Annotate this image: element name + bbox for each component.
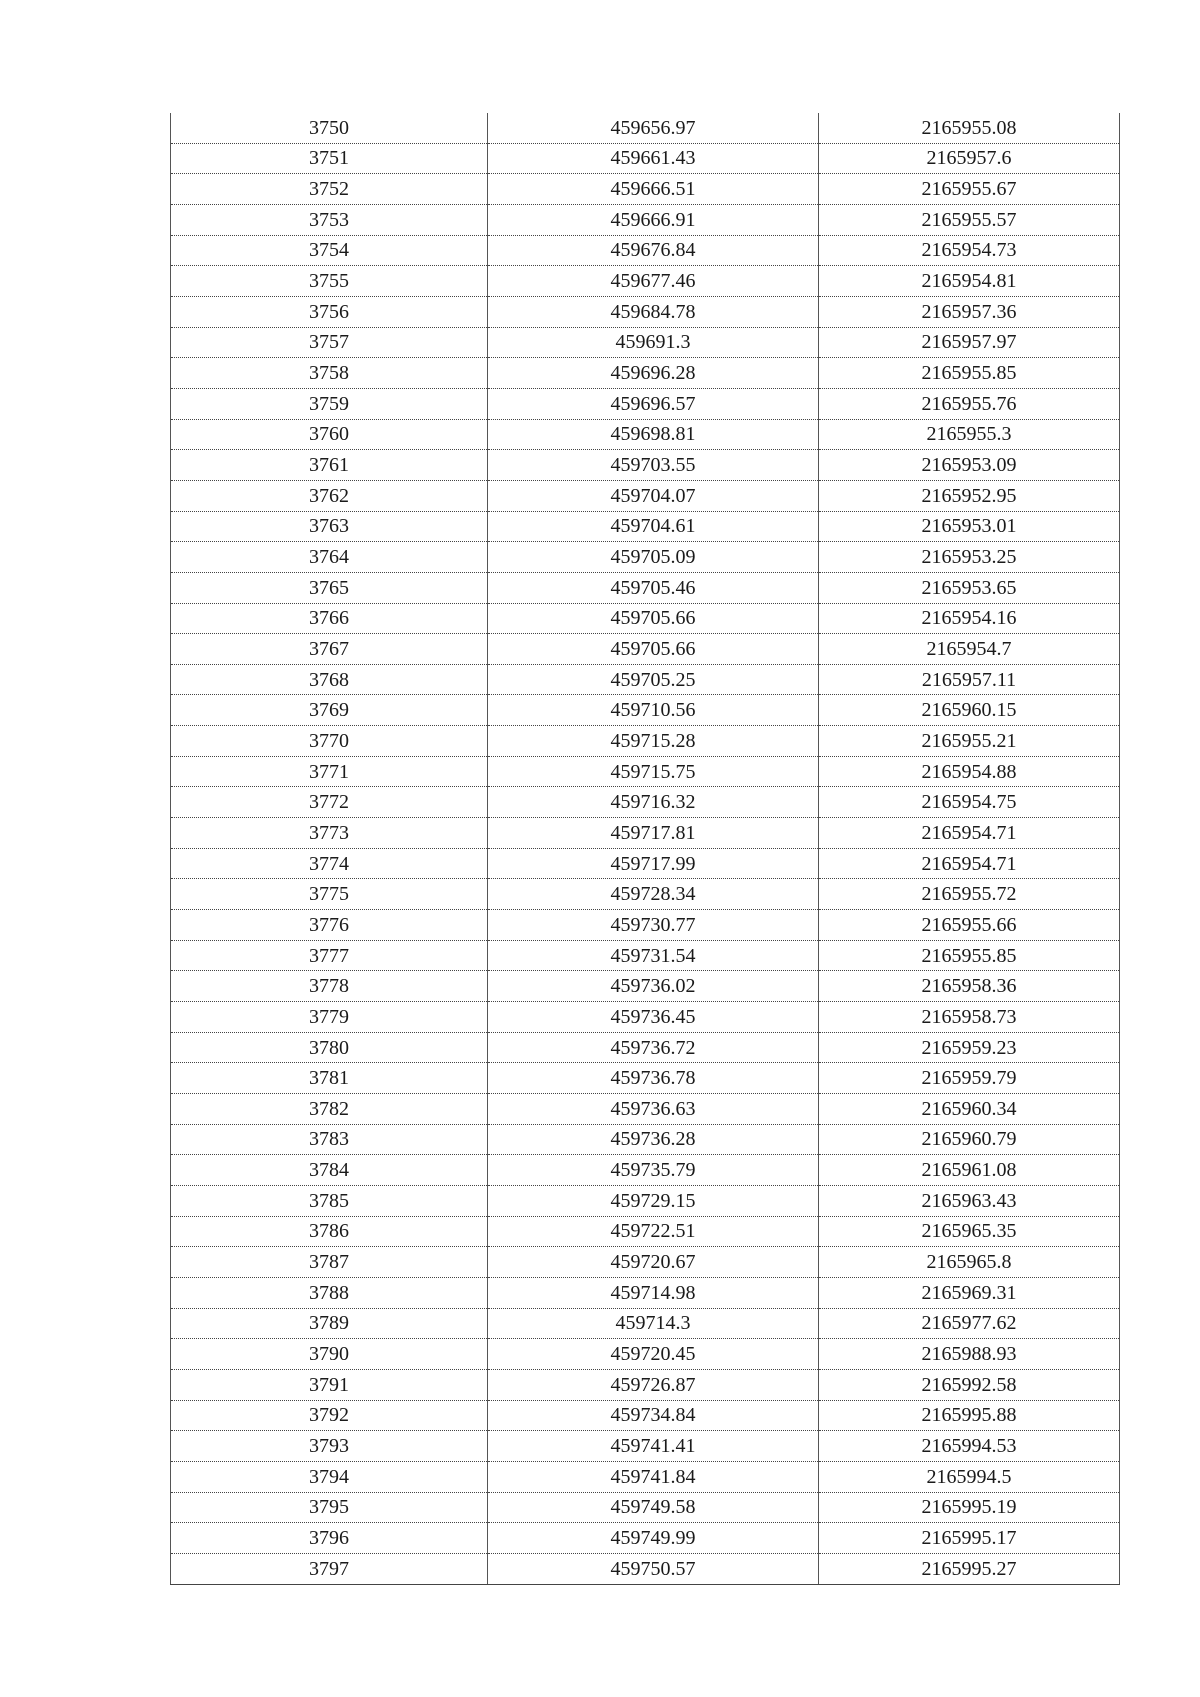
point-id-cell: 3753 (171, 204, 488, 235)
point-id-cell: 3761 (171, 450, 488, 481)
y-coordinate-cell: 2165955.85 (819, 940, 1120, 971)
point-id-cell: 3783 (171, 1124, 488, 1155)
point-id-cell: 3763 (171, 511, 488, 542)
table-row (171, 358, 1120, 389)
point-id-cell: 3751 (171, 143, 488, 174)
table-row (171, 388, 1120, 419)
y-coordinate-cell: 2165954.81 (819, 266, 1120, 297)
table-row (171, 572, 1120, 603)
x-coordinate-cell: 459714.3 (488, 1308, 819, 1339)
table-row (171, 450, 1120, 481)
y-coordinate-cell: 2165995.19 (819, 1492, 1120, 1523)
x-coordinate-cell: 459656.97 (488, 113, 819, 143)
table-row (171, 511, 1120, 542)
x-coordinate-cell: 459666.91 (488, 204, 819, 235)
point-id-cell: 3768 (171, 664, 488, 695)
point-id-cell: 3765 (171, 572, 488, 603)
x-coordinate-cell: 459726.87 (488, 1369, 819, 1400)
x-coordinate-cell: 459736.45 (488, 1002, 819, 1033)
point-id-cell: 3782 (171, 1094, 488, 1125)
point-id-cell: 3789 (171, 1308, 488, 1339)
y-coordinate-cell: 2165992.58 (819, 1369, 1120, 1400)
y-coordinate-cell: 2165959.79 (819, 1063, 1120, 1094)
y-coordinate-cell: 2165961.08 (819, 1155, 1120, 1186)
table-row (171, 1247, 1120, 1278)
table-row (171, 603, 1120, 634)
point-id-cell: 3757 (171, 327, 488, 358)
point-id-cell: 3759 (171, 388, 488, 419)
x-coordinate-cell: 459736.72 (488, 1032, 819, 1063)
point-id-cell: 3769 (171, 695, 488, 726)
point-id-cell: 3750 (171, 113, 488, 143)
y-coordinate-cell: 2165954.73 (819, 235, 1120, 266)
table-row (171, 726, 1120, 757)
x-coordinate-cell: 459696.57 (488, 388, 819, 419)
x-coordinate-cell: 459736.02 (488, 971, 819, 1002)
table-row (171, 848, 1120, 879)
table-row (171, 1185, 1120, 1216)
x-coordinate-cell: 459684.78 (488, 296, 819, 327)
y-coordinate-cell: 2165957.11 (819, 664, 1120, 695)
point-id-cell: 3777 (171, 940, 488, 971)
y-coordinate-cell: 2165954.71 (819, 848, 1120, 879)
table-row (171, 1094, 1120, 1125)
point-id-cell: 3755 (171, 266, 488, 297)
table-row (171, 695, 1120, 726)
y-coordinate-cell: 2165995.88 (819, 1400, 1120, 1431)
coordinates-table (170, 113, 1120, 1585)
point-id-cell: 3767 (171, 634, 488, 665)
point-id-cell: 3785 (171, 1185, 488, 1216)
x-coordinate-cell: 459730.77 (488, 910, 819, 941)
point-id-cell: 3786 (171, 1216, 488, 1247)
point-id-cell: 3766 (171, 603, 488, 634)
table-row (171, 480, 1120, 511)
point-id-cell: 3794 (171, 1461, 488, 1492)
x-coordinate-cell: 459720.67 (488, 1247, 819, 1278)
y-coordinate-cell: 2165952.95 (819, 480, 1120, 511)
x-coordinate-cell: 459736.78 (488, 1063, 819, 1094)
y-coordinate-cell: 2165988.93 (819, 1339, 1120, 1370)
table-row (171, 1155, 1120, 1186)
table-row (171, 204, 1120, 235)
x-coordinate-cell: 459661.43 (488, 143, 819, 174)
y-coordinate-cell: 2165954.7 (819, 634, 1120, 665)
y-coordinate-cell: 2165954.16 (819, 603, 1120, 634)
x-coordinate-cell: 459749.99 (488, 1523, 819, 1554)
x-coordinate-cell: 459722.51 (488, 1216, 819, 1247)
x-coordinate-cell: 459710.56 (488, 695, 819, 726)
table-row (171, 542, 1120, 573)
y-coordinate-cell: 2165954.88 (819, 756, 1120, 787)
table-row (171, 1461, 1120, 1492)
y-coordinate-cell: 2165995.27 (819, 1553, 1120, 1584)
point-id-cell: 3779 (171, 1002, 488, 1033)
table-row (171, 419, 1120, 450)
x-coordinate-cell: 459720.45 (488, 1339, 819, 1370)
x-coordinate-cell: 459714.98 (488, 1277, 819, 1308)
x-coordinate-cell: 459729.15 (488, 1185, 819, 1216)
x-coordinate-cell: 459741.41 (488, 1431, 819, 1462)
point-id-cell: 3792 (171, 1400, 488, 1431)
table-row (171, 1400, 1120, 1431)
point-id-cell: 3797 (171, 1553, 488, 1584)
point-id-cell: 3762 (171, 480, 488, 511)
x-coordinate-cell: 459705.66 (488, 603, 819, 634)
x-coordinate-cell: 459736.63 (488, 1094, 819, 1125)
x-coordinate-cell: 459704.07 (488, 480, 819, 511)
x-coordinate-cell: 459696.28 (488, 358, 819, 389)
x-coordinate-cell: 459749.58 (488, 1492, 819, 1523)
y-coordinate-cell: 2165994.5 (819, 1461, 1120, 1492)
table-row (171, 1063, 1120, 1094)
point-id-cell: 3776 (171, 910, 488, 941)
x-coordinate-cell: 459698.81 (488, 419, 819, 450)
table-row (171, 1553, 1120, 1584)
table-row (171, 756, 1120, 787)
y-coordinate-cell: 2165960.34 (819, 1094, 1120, 1125)
table-row (171, 634, 1120, 665)
x-coordinate-cell: 459717.81 (488, 818, 819, 849)
table-row (171, 1308, 1120, 1339)
point-id-cell: 3787 (171, 1247, 488, 1278)
point-id-cell: 3790 (171, 1339, 488, 1370)
y-coordinate-cell: 2165955.72 (819, 879, 1120, 910)
table-row (171, 1216, 1120, 1247)
y-coordinate-cell: 2165953.25 (819, 542, 1120, 573)
point-id-cell: 3756 (171, 296, 488, 327)
point-id-cell: 3754 (171, 235, 488, 266)
point-id-cell: 3775 (171, 879, 488, 910)
x-coordinate-cell: 459716.32 (488, 787, 819, 818)
x-coordinate-cell: 459704.61 (488, 511, 819, 542)
table-row (171, 1032, 1120, 1063)
point-id-cell: 3793 (171, 1431, 488, 1462)
x-coordinate-cell: 459741.84 (488, 1461, 819, 1492)
y-coordinate-cell: 2165960.79 (819, 1124, 1120, 1155)
point-id-cell: 3795 (171, 1492, 488, 1523)
y-coordinate-cell: 2165957.6 (819, 143, 1120, 174)
x-coordinate-cell: 459705.09 (488, 542, 819, 573)
point-id-cell: 3781 (171, 1063, 488, 1094)
point-id-cell: 3760 (171, 419, 488, 450)
y-coordinate-cell: 2165958.73 (819, 1002, 1120, 1033)
point-id-cell: 3752 (171, 174, 488, 205)
table-row (171, 1492, 1120, 1523)
x-coordinate-cell: 459717.99 (488, 848, 819, 879)
x-coordinate-cell: 459735.79 (488, 1155, 819, 1186)
table-row (171, 174, 1120, 205)
y-coordinate-cell: 2165955.57 (819, 204, 1120, 235)
y-coordinate-cell: 2165965.8 (819, 1247, 1120, 1278)
point-id-cell: 3771 (171, 756, 488, 787)
table-row (171, 971, 1120, 1002)
y-coordinate-cell: 2165960.15 (819, 695, 1120, 726)
y-coordinate-cell: 2165953.09 (819, 450, 1120, 481)
table-row (171, 787, 1120, 818)
y-coordinate-cell: 2165954.71 (819, 818, 1120, 849)
point-id-cell: 3770 (171, 726, 488, 757)
x-coordinate-cell: 459676.84 (488, 235, 819, 266)
table-row (171, 1277, 1120, 1308)
y-coordinate-cell: 2165957.36 (819, 296, 1120, 327)
table-row (171, 940, 1120, 971)
y-coordinate-cell: 2165954.75 (819, 787, 1120, 818)
x-coordinate-cell: 459728.34 (488, 879, 819, 910)
table-row (171, 664, 1120, 695)
y-coordinate-cell: 2165977.62 (819, 1308, 1120, 1339)
y-coordinate-cell: 2165963.43 (819, 1185, 1120, 1216)
y-coordinate-cell: 2165953.01 (819, 511, 1120, 542)
table-row (171, 1523, 1120, 1554)
y-coordinate-cell: 2165955.85 (819, 358, 1120, 389)
y-coordinate-cell: 2165959.23 (819, 1032, 1120, 1063)
point-id-cell: 3772 (171, 787, 488, 818)
table-row (171, 879, 1120, 910)
point-id-cell: 3780 (171, 1032, 488, 1063)
table-row (171, 1339, 1120, 1370)
y-coordinate-cell: 2165955.21 (819, 726, 1120, 757)
point-id-cell: 3778 (171, 971, 488, 1002)
x-coordinate-cell: 459703.55 (488, 450, 819, 481)
point-id-cell: 3788 (171, 1277, 488, 1308)
x-coordinate-cell: 459731.54 (488, 940, 819, 971)
x-coordinate-cell: 459705.25 (488, 664, 819, 695)
y-coordinate-cell: 2165965.35 (819, 1216, 1120, 1247)
y-coordinate-cell: 2165958.36 (819, 971, 1120, 1002)
table-row (171, 113, 1120, 143)
y-coordinate-cell: 2165955.08 (819, 113, 1120, 143)
y-coordinate-cell: 2165955.66 (819, 910, 1120, 941)
table-row (171, 235, 1120, 266)
coordinates-table-body (171, 113, 1120, 1584)
y-coordinate-cell: 2165994.53 (819, 1431, 1120, 1462)
table-row (171, 266, 1120, 297)
point-id-cell: 3784 (171, 1155, 488, 1186)
table-row (171, 910, 1120, 941)
x-coordinate-cell: 459750.57 (488, 1553, 819, 1584)
table-row (171, 327, 1120, 358)
point-id-cell: 3773 (171, 818, 488, 849)
table-row (171, 296, 1120, 327)
table-row (171, 143, 1120, 174)
point-id-cell: 3764 (171, 542, 488, 573)
y-coordinate-cell: 2165957.97 (819, 327, 1120, 358)
y-coordinate-cell: 2165955.67 (819, 174, 1120, 205)
y-coordinate-cell: 2165969.31 (819, 1277, 1120, 1308)
y-coordinate-cell: 2165953.65 (819, 572, 1120, 603)
x-coordinate-cell: 459715.28 (488, 726, 819, 757)
point-id-cell: 3774 (171, 848, 488, 879)
x-coordinate-cell: 459677.46 (488, 266, 819, 297)
x-coordinate-cell: 459734.84 (488, 1400, 819, 1431)
point-id-cell: 3791 (171, 1369, 488, 1400)
point-id-cell: 3796 (171, 1523, 488, 1554)
x-coordinate-cell: 459715.75 (488, 756, 819, 787)
table-row (171, 818, 1120, 849)
point-id-cell: 3758 (171, 358, 488, 389)
x-coordinate-cell: 459736.28 (488, 1124, 819, 1155)
y-coordinate-cell: 2165955.76 (819, 388, 1120, 419)
table-row (171, 1002, 1120, 1033)
y-coordinate-cell: 2165955.3 (819, 419, 1120, 450)
y-coordinate-cell: 2165995.17 (819, 1523, 1120, 1554)
x-coordinate-cell: 459705.46 (488, 572, 819, 603)
x-coordinate-cell: 459691.3 (488, 327, 819, 358)
table-row (171, 1124, 1120, 1155)
x-coordinate-cell: 459666.51 (488, 174, 819, 205)
table-row (171, 1369, 1120, 1400)
x-coordinate-cell: 459705.66 (488, 634, 819, 665)
table-row (171, 1431, 1120, 1462)
